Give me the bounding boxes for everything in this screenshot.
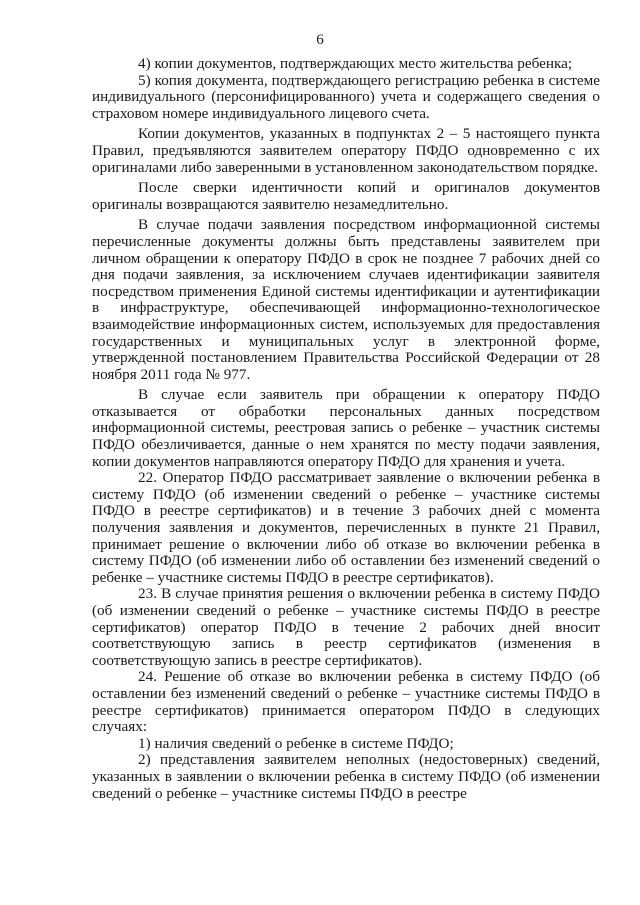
paragraph: 1) наличия сведений о ребенке в системе ПФДО;	[138, 734, 454, 752]
paragraph: Копии документов, указанных в подпунктах 2 – 5 настоящего пункта Правил, предъявляются заявителем оператору ПФДО одновременно с их оригиналами либо заверенными в установленном законодательством порядке.	[92, 125, 600, 176]
paragraph: 4) копии документов, подтверждающих место жительства ребенка;	[138, 55, 573, 72]
document-body	[92, 56, 600, 802]
paragraph: В случае подачи заявления посредством информационной системы перечисленные документы должны быть представлены заявителем при личном обращении к оператору ПФДО в срок не позднее 7 рабочих дней со дня подачи заявления, за исключением случаев идентификации заявителя посредством применения Единой системы идентификации и аутентификации в инфраструктуре, обеспечивающей информационно-технологическое взаимодействие информационных систем, используемых для предоставления государственных и муниципальных услуг в электронной форме, утвержденной постановлением Правительства Российской Федерации от 28 ноября 2011 года № 977.	[92, 216, 600, 383]
page-number: 6	[316, 32, 324, 48]
paragraph: 23. В случае принятия решения о включении ребенка в систему ПФДО (об изменении сведений о ребенке – участнике системы ПФДО в реестре сертификатов) оператор ПФДО в течение 2 рабочих дней вносит соответствующую запись в реестр сертификатов (изменения в соответствующую запись в реестре сертификатов).	[92, 585, 600, 669]
paragraph: В случае если заявитель при обращении к оператору ПФДО отказывается от обработки персональных данных посредством информационной системы, реестровая запись о ребенке – участник системы ПФДО обезличивается, данные о нем хранятся по месту подачи заявления, копии документов направляются оператору ПФДО для хранения и учета.	[92, 386, 600, 470]
paragraph: После сверки идентичности копий и оригиналов документов оригиналы возвращаются заявителю незамедлительно.	[92, 179, 600, 213]
paragraph: 22. Оператор ПФДО рассматривает заявление о включении ребенка в систему ПФДО (об изменении сведений о ребенке – участнике системы ПФДО в реестре сертификатов) и в течение 3 рабочих дней с момента получения заявления и документов, перечисленных в пункте 21 Правил, принимает решение о включении либо об отказе во включении ребенка в систему ПФДО (об изменении либо об оставлении без изменений сведений о ребенке – участнике системы ПФДО в реестре сертификатов).	[92, 469, 600, 586]
paragraph: 2) представления заявителем неполных (недостоверных) сведений, указанных в заявлении о включении ребенка в систему ПФДО (об изменении сведений о ребенке – участнике системы ПФДО в реестре	[92, 751, 600, 802]
paragraph: 24. Решение об отказе во включении ребенка в систему ПФДО (об оставлении без изменений сведений о ребенке – участнике системы ПФДО в реестре сертификатов) принимается оператором ПФДО в следующих случаях:	[92, 668, 600, 736]
paragraph: 5) копия документа, подтверждающего регистрацию ребенка в системе индивидуального (персонифицированного) учета и содержащего сведения о страховом номере индивидуального лицевого счета.	[92, 71, 600, 122]
